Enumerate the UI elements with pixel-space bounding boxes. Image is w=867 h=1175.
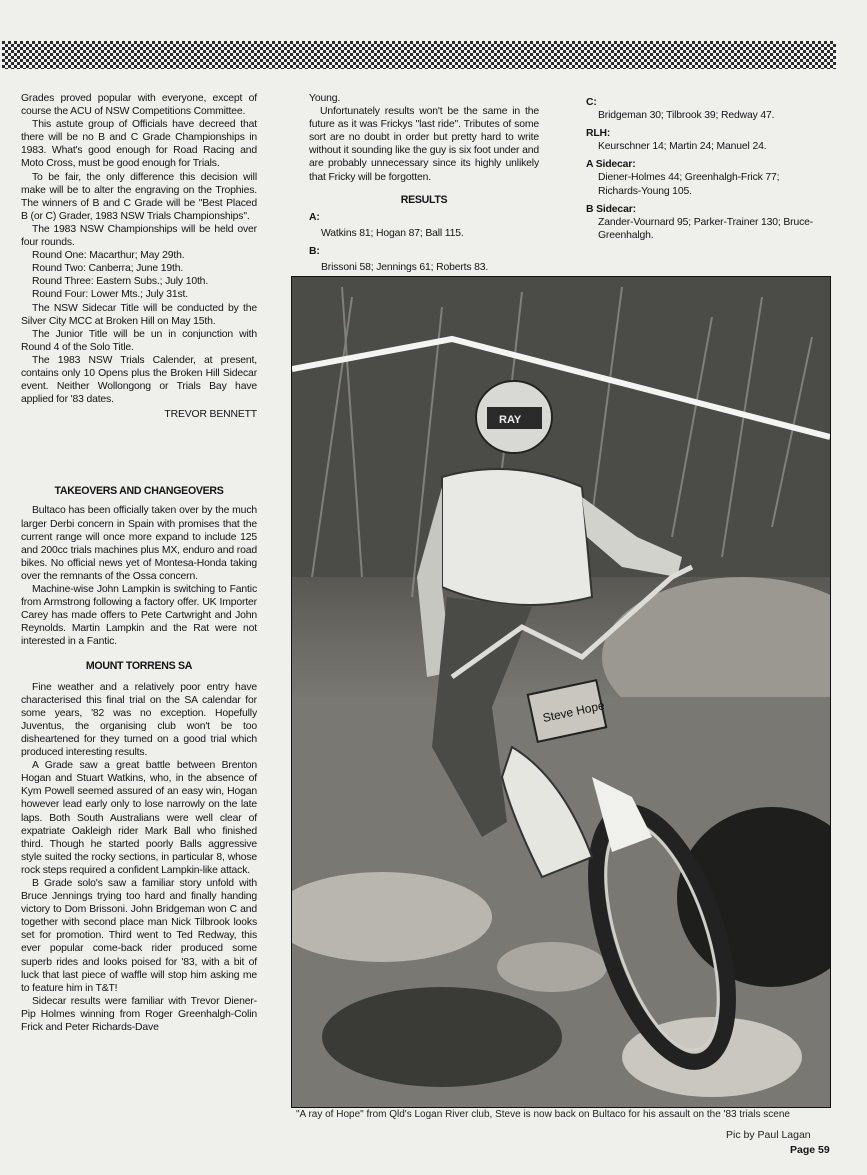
paragraph: A Grade saw a great battle between Brenton Hogan and Stuart Watkins, who, in the absence of Kym Powell seemed assured of an easy win, Hogan however lead early only to lose narrowly on the late laps. Both South Australians were well clear of expatriate Oakleigh rider Mark Ball who finished third. Though he started poorly Balls aggressive style suited the rocky sections, in particular 8, whose rock steps required a confident Lampkin-like attack. xyxy=(21,760,257,876)
paragraph: The Junior Title will be un in conjunction with Round 4 of the Solo Title. xyxy=(21,328,257,353)
paragraph: Unfortunately results won't be the same in the future as it was Frickys "last ride". Tributes of some sort are no doubt in order but pretty hard to write without it sounding like the guy is six foot under and are probably unnecessary since its highly unlikely that Fricky will be forgotten. xyxy=(309,106,539,183)
photo-illustration xyxy=(292,277,830,1107)
paragraph: To be fair, the only difference this decision will make will be to alter the engraving on the Trophies. The winners of B and C Grade will be "Best Placed B (or C) Grader, 1983 NSW Trials Championships". xyxy=(21,171,257,222)
takeovers-heading: TAKEOVERS AND CHANGEOVERS xyxy=(54,485,224,498)
photo-credit: Pic by Paul Lagan xyxy=(726,1129,811,1141)
result-value: Keurschner 14; Martin 24; Manuel 24. xyxy=(598,141,767,153)
paragraph: Bultaco has been officially taken over by the much larger Derbi concern in Spain with promises that the current range will once more expand to include 125 and 200cc trials machines plus MX, enduro and road bikes. No official news yet of Montesa-Honda taking over the remnants of the Ossa concern. xyxy=(21,505,257,582)
result-label: C: xyxy=(586,97,597,108)
result-label: B Sidecar: xyxy=(586,203,636,215)
paragraph: The NSW Sidecar Title will be conducted by the Silver City MCC at Broken Hill on May 15th. xyxy=(21,302,257,327)
column-1 xyxy=(21,92,257,1034)
paragraph: Grades proved popular with everyone, except of course the ACU of NSW Competitions Committee. xyxy=(21,93,257,118)
paragraph: This astute group of Officials have decreed that there will be no B and C Grade Championships in 1983. What's good enough for Road Racing and Moto Cross, must be good enough for Trials. xyxy=(21,119,257,170)
paragraph: The 1983 NSW Championships will be held over four rounds. xyxy=(21,223,257,249)
result-label: A Sidecar: xyxy=(586,159,636,171)
result-label: A: xyxy=(309,211,320,223)
round-line: Round Three: Eastern Subs.; July 10th. xyxy=(32,276,209,288)
paragraph: Young. xyxy=(309,93,341,104)
round-line: Round Two: Canberra; June 19th. xyxy=(32,263,184,275)
column-2 xyxy=(309,92,539,274)
helmet-text: RAY xyxy=(499,414,522,426)
paragraph: Sidecar results were familiar with Trevor Diener-Pip Holmes winning from Roger Greenhalgh-Colin Frick and Peter Richards-Dave xyxy=(21,995,257,1033)
round-line: Round Four: Lower Mts.; July 31st. xyxy=(32,289,189,301)
result-value: Brissoni 58; Jennings 61; Roberts 83. xyxy=(321,262,489,274)
trials-rider-photo xyxy=(291,276,831,1108)
result-value: Watkins 81; Hogan 87; Ball 115. xyxy=(321,227,464,239)
checkered-header-band xyxy=(2,41,836,69)
photo-caption: "A ray of Hope" from Qld's Logan River club, Steve is now back on Bultaco for his assault on the '83 trials scene xyxy=(296,1109,790,1120)
page-number: Page 59 xyxy=(790,1144,830,1156)
result-label: B: xyxy=(309,245,320,257)
paragraph: B Grade solo's saw a familiar story unfold with Bruce Jennings trying too hard and finally handing victory to Dom Brissoni. John Bridgeman won C and together with second place man Nick Tilbrook looks set for promotion. Third went to Ted Redway, this ever popular come-back rider produced some superb rides and looks poised for '83, with a bit of luck that last piece of waffle will stop him asking me to feature him in T&T! xyxy=(21,877,257,994)
round-line: Round One: Macarthur; May 29th. xyxy=(32,250,185,262)
paragraph: The 1983 NSW Trials Calender, at present, contains only 10 Opens plus the Broken Hill Sidecar event. Neither Wollongong or Trials Bay have applied for '83 dates. xyxy=(21,354,257,406)
results-heading: RESULTS xyxy=(400,193,448,206)
paragraph: Machine-wise John Lampkin is switching to Fantic from Armstrong following a factory offer. UK Importer Carey has made offers to Pete Cartwright and John Reynolds. Martin Lampkin and the Rat were not interested in a Fantic. xyxy=(21,584,257,648)
author-signature: TREVOR BENNETT xyxy=(164,409,257,421)
result-value: Bridgeman 30; Tilbrook 39; Redway 47. xyxy=(598,110,775,122)
mount-torrens-heading: MOUNT TORRENS SA xyxy=(85,660,193,673)
paragraph: Fine weather and a relatively poor entry have characterised this final trial on the SA calendar for some years, '82 was no exception. Hopefully Juventus, the organising club won't be too disheartened for they turned on a good trial which produced interesting results. xyxy=(21,681,257,759)
result-value: Zander-Vournard 95; Parker-Trainer 130; Bruce-Greenhalgh. xyxy=(598,216,814,241)
column-3 xyxy=(586,96,820,247)
number-plate-text: Steve Hope xyxy=(541,698,606,726)
result-value: Diener-Holmes 44; Greenhalgh-Frick 77; Richards-Young 105. xyxy=(598,172,780,197)
result-label: RLH: xyxy=(586,128,611,140)
